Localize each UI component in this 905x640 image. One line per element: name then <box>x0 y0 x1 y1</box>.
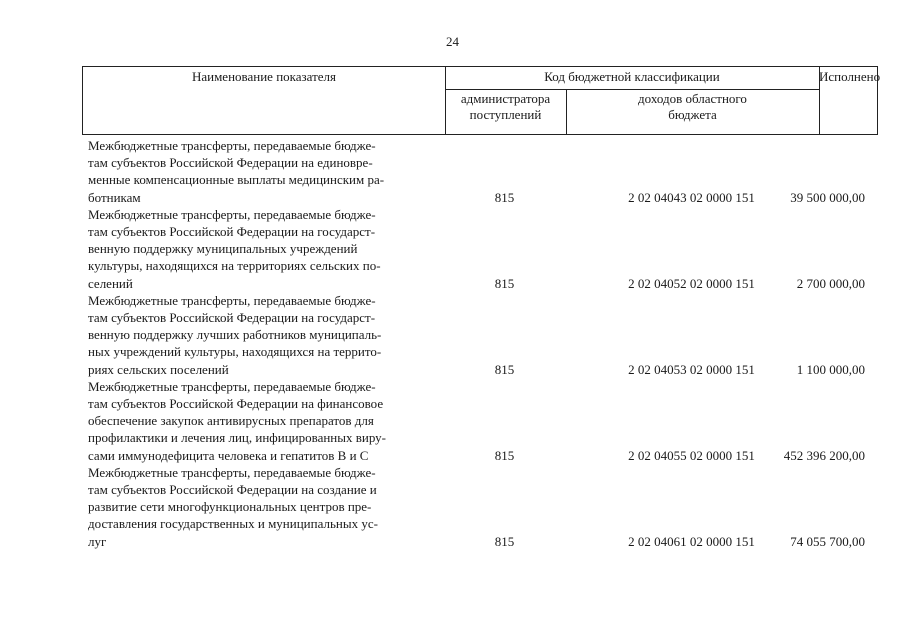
header-exec-column <box>819 67 881 134</box>
row-name-line: Межбюджетные трансферты, передаваемые бюдже- <box>88 464 376 480</box>
header-admin-subcolumn <box>445 89 567 134</box>
row-admin-code: 815 <box>494 361 515 377</box>
row-income-code: 2 02 04043 02 0000 151 <box>628 189 755 205</box>
row-admin-code: 815 <box>494 533 515 549</box>
row-executed-amount: 452 396 200,00 <box>783 447 865 463</box>
row-name-line: Межбюджетные трансферты, передаваемые бюдже- <box>88 378 376 394</box>
row-name-line: культуры, находящихся на территориях сельских по- <box>88 258 381 274</box>
row-indicator-name <box>82 292 437 378</box>
table-header <box>82 66 881 135</box>
row-executed-amount: 39 500 000,00 <box>790 189 865 205</box>
header-admin-line1: администратора <box>460 91 551 106</box>
header-income-label <box>566 91 819 123</box>
row-indicator-name <box>82 137 437 206</box>
table-row <box>82 378 882 464</box>
row-name-line: Межбюджетные трансферты, передаваемые бюдже- <box>88 206 376 222</box>
table-body <box>82 137 882 550</box>
row-name-line: ботникам <box>88 189 141 205</box>
header-code-label: Код бюджетной классификации <box>544 69 720 84</box>
row-name-line: доставления государственных и муниципальных ус- <box>88 516 378 532</box>
table-row <box>82 206 882 292</box>
header-name-column <box>83 67 446 134</box>
row-indicator-name <box>82 378 437 464</box>
table-row <box>82 137 882 206</box>
table-row <box>82 292 882 378</box>
row-name-line: там субъектов Российской Федерации на финансовое <box>88 396 384 412</box>
header-name-label: Наименование показателя <box>191 69 337 84</box>
header-code-top <box>445 67 819 90</box>
row-name-line: там субъектов Российской Федерации на государст- <box>88 310 376 326</box>
row-income-code: 2 02 04052 02 0000 151 <box>628 275 755 291</box>
row-executed-amount: 74 055 700,00 <box>790 533 865 549</box>
header-code-column <box>445 67 820 134</box>
page-number: 24 <box>446 34 459 49</box>
row-name-line: Межбюджетные трансферты, передаваемые бюдже- <box>88 292 376 308</box>
row-name-line: венную поддержку лучших работников муниципаль- <box>88 327 382 343</box>
row-name-line: там субъектов Российской Федерации на государст- <box>88 224 376 240</box>
row-income-code: 2 02 04053 02 0000 151 <box>628 361 755 377</box>
row-admin-code: 815 <box>494 447 515 463</box>
row-name-line: венную поддержку муниципальных учреждений <box>88 241 358 257</box>
row-name-line: профилактики и лечения лиц, инфицированных виру- <box>88 430 386 446</box>
row-name-line: там субъектов Российской Федерации на единовре- <box>88 155 373 171</box>
row-admin-code: 815 <box>494 189 515 205</box>
header-income-subcolumn <box>566 89 819 134</box>
row-indicator-name <box>82 206 437 292</box>
row-name-line: сами иммунодефицита человека и гепатитов В и С <box>88 447 369 463</box>
row-name-line: риях сельских поселений <box>88 361 229 377</box>
row-income-code: 2 02 04055 02 0000 151 <box>628 447 755 463</box>
row-name-line: ных учреждений культуры, находящихся на террито- <box>88 344 382 360</box>
header-admin-line2: поступлений <box>469 107 542 122</box>
row-name-line: селений <box>88 275 133 291</box>
row-executed-amount: 1 100 000,00 <box>796 361 865 377</box>
row-name-line: менные компенсационные выплаты медицинским ра- <box>88 172 385 188</box>
row-name-line: Межбюджетные трансферты, передаваемые бюдже- <box>88 138 376 153</box>
row-name-line: там субъектов Российской Федерации на создание и <box>88 482 377 498</box>
header-income-line1: доходов областного <box>638 91 747 106</box>
row-income-code: 2 02 04061 02 0000 151 <box>628 533 755 549</box>
header-admin-label <box>445 91 566 123</box>
header-income-line2: бюджета <box>668 107 717 122</box>
table-row <box>82 464 882 550</box>
row-name-line: луг <box>88 533 107 549</box>
row-name-line: развитие сети многофункциональных центров пре- <box>88 499 372 515</box>
header-exec-label: Исполнено <box>819 69 881 84</box>
row-indicator-name <box>82 464 437 550</box>
row-name-line: обеспечение закупок антивирусных препаратов для <box>88 413 374 429</box>
row-executed-amount: 2 700 000,00 <box>796 275 865 291</box>
row-admin-code: 815 <box>494 275 515 291</box>
